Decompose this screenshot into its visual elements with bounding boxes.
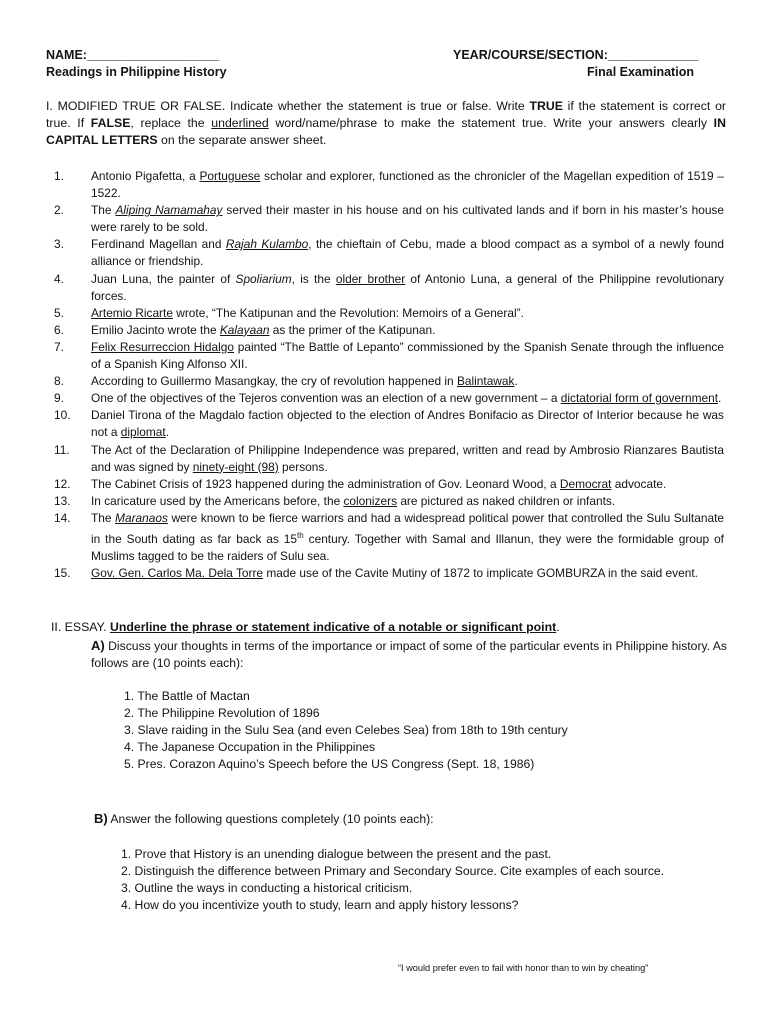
item-number: 12. bbox=[54, 476, 71, 491]
underlined-term: dictatorial form of government bbox=[560, 391, 719, 406]
part-b-list bbox=[121, 846, 664, 914]
name-field-label: NAME:___________________ bbox=[46, 48, 220, 62]
list-item bbox=[54, 236, 724, 270]
list-item bbox=[54, 322, 724, 339]
underlined-term: Gov. Gen. Carlos Ma. Dela Torre bbox=[91, 566, 264, 581]
part-b-label: B) bbox=[94, 811, 108, 826]
essay-list-item: 4. The Japanese Occupation in the Philippines bbox=[124, 740, 376, 755]
underlined-term: ninety-eight (98) bbox=[192, 459, 279, 474]
list-item bbox=[54, 390, 724, 407]
part-b-instructions: B) Answer the following questions completely (10 points each): bbox=[94, 811, 434, 826]
item-number: 6. bbox=[54, 322, 64, 337]
list-item bbox=[54, 305, 724, 322]
underlined-term: older brother bbox=[335, 271, 406, 286]
essay-heading: II. ESSAY. Underline the phrase or statement indicative of a notable or significant point. bbox=[51, 620, 560, 634]
item-text: Antonio Pigafetta, a bbox=[91, 169, 200, 183]
underlined-term: colonizers bbox=[343, 493, 398, 508]
capital-letters-keyword: IN CAPITAL LETTERS bbox=[46, 116, 726, 147]
list-item bbox=[54, 202, 724, 236]
false-keyword: FALSE bbox=[90, 116, 131, 130]
list-item bbox=[54, 476, 724, 493]
item-text: The Cabinet Crisis of 1923 happened during the administration of Gov. Leonard Wood, a bbox=[91, 476, 560, 491]
item-text: scholar and explorer, functioned as the chronicler of the Magellan expedition of 1519 – 1522. bbox=[91, 169, 724, 201]
true-false-items bbox=[54, 168, 724, 582]
item-number: 7. bbox=[54, 339, 64, 354]
list-item bbox=[54, 271, 724, 305]
course-title: Readings in Philippine History bbox=[46, 65, 227, 79]
list-item bbox=[54, 493, 724, 510]
item-text: , the chieftain of Cebu, made a blood compact as a symbol of a newly found alliance or friendship. bbox=[91, 237, 725, 269]
section1-instructions: I. MODIFIED TRUE OR FALSE. Indicate whether the statement is true or false. Write TRUE if the statement is correct or true. If FALSE, replace the underlined word/name/phrase to make the statement true. Write your answers clearly IN CAPITAL LETTERS on the separate answer sheet. bbox=[46, 99, 726, 147]
true-keyword: TRUE bbox=[529, 99, 563, 113]
item-text: advocate. bbox=[611, 476, 667, 491]
essay-list-item: 3. Slave raiding in the Sulu Sea (and even Celebes Sea) from 18th to 19th century bbox=[124, 723, 568, 738]
item-text: persons. bbox=[278, 459, 328, 474]
essay-list-item: 1. The Battle of Mactan bbox=[124, 689, 250, 703]
footer-quote: “I would prefer even to fail with honor than to win by cheating” bbox=[398, 963, 649, 973]
item-number: 1. bbox=[54, 169, 64, 183]
exam-title: Final Examination bbox=[587, 65, 694, 79]
item-italic-title: Spoliarium bbox=[235, 271, 292, 286]
essay-list-item: 2. Distinguish the difference between Primary and Secondary Source. Cite examples of each source. bbox=[121, 864, 665, 879]
item-text: painted “The Battle of Lepanto” commissioned by the Spanish Senate through the influence of a Spanish King Alfonso XII. bbox=[91, 339, 724, 372]
item-text: . bbox=[514, 374, 518, 389]
item-number: 2. bbox=[54, 203, 64, 218]
superscript: th bbox=[297, 530, 304, 540]
item-text: made use of the Cavite Mutiny of 1872 to implicate GOMBURZA in the said event. bbox=[263, 566, 698, 581]
underlined-term: Portuguese bbox=[199, 169, 261, 183]
item-text: The Act of the Declaration of Philippine Independence was prepared, written and read by Ambrosio Rianzares Bautista and was signed by bbox=[91, 442, 724, 474]
item-number: 3. bbox=[54, 237, 64, 252]
item-text: served their master in his house and on his cultivated lands and if born in his master’s house were rarely to be sold. bbox=[91, 203, 724, 235]
year-course-section-label: YEAR/COURSE/SECTION:_____________ bbox=[453, 48, 699, 62]
item-text: Juan Luna, the painter of bbox=[91, 271, 236, 286]
underlined-term: diplomat bbox=[120, 425, 166, 440]
item-text: were known to be fierce warriors and had a widespread political power that controlled the Sulu Sultanate in the South dating as far back as 15 bbox=[91, 510, 724, 546]
underlined-term: Democrat bbox=[559, 476, 612, 491]
item-text: Daniel Tirona of the Magdalo faction objected to the election of Andres Bonifacio as Director of Interior because he was not a bbox=[91, 408, 724, 440]
item-number: 5. bbox=[54, 305, 64, 320]
item-text: . bbox=[718, 391, 722, 406]
underlined-term: Rajah Kulambo bbox=[225, 237, 309, 252]
list-item bbox=[54, 565, 724, 582]
list-item bbox=[54, 442, 724, 476]
underlined-term: Balintawak bbox=[456, 374, 515, 389]
item-number: 8. bbox=[54, 374, 64, 389]
list-item bbox=[54, 339, 724, 373]
list-item bbox=[54, 510, 724, 565]
list-item bbox=[54, 168, 724, 202]
item-number: 14. bbox=[54, 510, 71, 525]
essay-instruction: Underline the phrase or statement indicative of a notable or significant point bbox=[110, 620, 557, 634]
item-text: of Antonio Luna, a general of the Philippine revolutionary forces. bbox=[91, 271, 724, 303]
item-text: , is the bbox=[291, 271, 336, 286]
item-text: are pictured as naked children or infants. bbox=[397, 493, 616, 508]
item-text: One of the objectives of the Tejeros convention was an election of a new government – a bbox=[91, 391, 561, 406]
underlined-term: Kalayaan bbox=[219, 322, 270, 337]
item-text: century. Together with Samal and Illanun, they were the formidable group of Muslims tagged to be the raiders of Sulu sea. bbox=[91, 531, 724, 564]
item-text: . bbox=[165, 425, 170, 440]
item-text: In caricature used by the Americans before, the bbox=[91, 493, 344, 508]
item-number: 4. bbox=[54, 271, 64, 286]
part-a-label: A) bbox=[91, 638, 105, 653]
underlined-term: Artemio Ricarte bbox=[91, 305, 173, 320]
item-text: The bbox=[91, 510, 116, 525]
essay-list-item: 2. The Philippine Revolution of 1896 bbox=[124, 706, 320, 721]
item-number: 11. bbox=[54, 442, 70, 457]
essay-list-item: 1. Prove that History is an unending dialogue between the present and the past. bbox=[121, 847, 552, 861]
part-a-list bbox=[124, 688, 568, 773]
item-number: 10. bbox=[54, 408, 71, 423]
section1-title: I. MODIFIED TRUE OR FALSE. bbox=[46, 99, 226, 113]
item-number: 13. bbox=[54, 493, 71, 508]
essay-list-item: 3. Outline the ways in conducting a historical criticism. bbox=[121, 881, 413, 896]
list-item bbox=[54, 407, 724, 441]
item-number: 15. bbox=[54, 566, 71, 581]
underlined-term: Aliping Namamahay bbox=[115, 203, 223, 218]
part-a-instructions: A) Discuss your thoughts in terms of the importance or impact of some of the particular events in Philippine history. As follows are (10 points each): bbox=[91, 638, 728, 670]
list-item bbox=[54, 373, 724, 390]
essay-list-item: 4. How do you incentivize youth to study, learn and apply history lessons? bbox=[121, 898, 519, 913]
essay-list-item: 5. Pres. Corazon Aquino’s Speech before the US Congress (Sept. 18, 1986) bbox=[124, 757, 535, 772]
item-text: According to Guillermo Masangkay, the cry of revolution happened in bbox=[91, 374, 457, 389]
underlined-term: Maranaos bbox=[115, 510, 168, 525]
item-text: Ferdinand Magellan and bbox=[91, 237, 226, 252]
item-text: wrote, “The Katipunan and the Revolution: Memoirs of a General”. bbox=[172, 305, 524, 320]
item-number: 9. bbox=[54, 391, 64, 406]
underlined-term: Felix Resurreccion Hidalgo bbox=[91, 339, 235, 354]
item-text: Emilio Jacinto wrote the bbox=[91, 322, 220, 337]
item-text: The bbox=[91, 203, 116, 218]
underlined-keyword: underlined bbox=[211, 116, 269, 130]
item-text: as the primer of the Katipunan. bbox=[269, 322, 436, 337]
